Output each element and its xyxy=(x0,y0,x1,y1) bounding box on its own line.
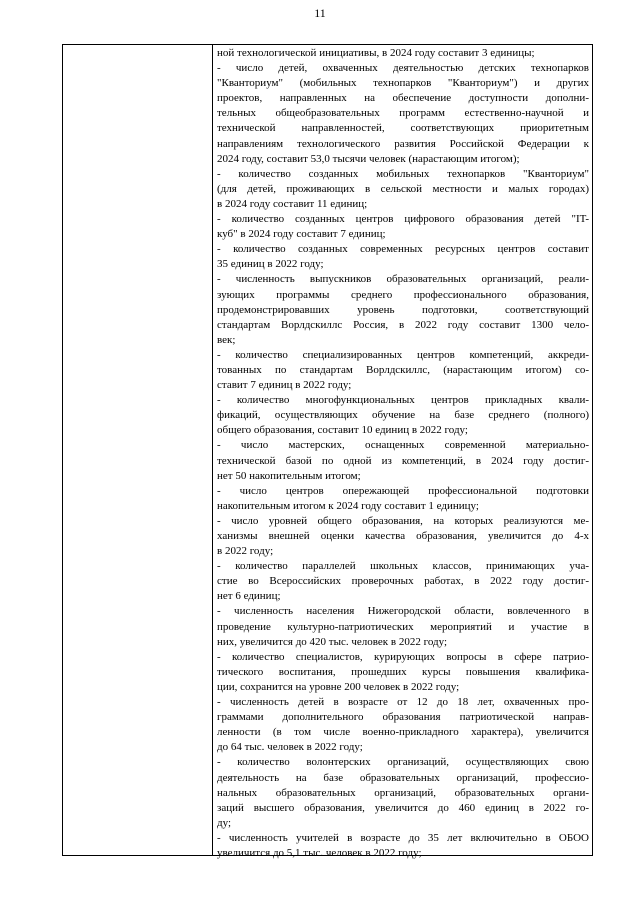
text-line: ции, сохранится на уровне 200 человек в 2022 году; xyxy=(217,680,460,693)
text-line: направлениям технологического развития Российской Федерации к xyxy=(217,137,589,150)
text-line: тического воспитания, прошедших курсы повышения квалифика- xyxy=(217,665,589,678)
text-line: - количество специалистов, курирующих вопросы в сфере патрио- xyxy=(217,650,589,663)
text-line: продемонстрировавших уровень подготовки, соответствующий xyxy=(217,303,589,316)
text-line: них, увеличится до 420 тыс. человек в 2022 году; xyxy=(217,635,448,648)
text-line: нальных образовательных организаций, образовательных органи- xyxy=(217,786,589,799)
text-line: ханизмы внешней оценки качества образования, увеличится до 4-х xyxy=(217,530,589,542)
text-line: - количество многофункциональных центров прикладных квали- xyxy=(217,394,589,407)
text-line: куб" в 2024 году составит 7 единиц; xyxy=(217,228,386,241)
text-line: увеличится до 5,1 тыс. человек в 2022 году; xyxy=(217,846,422,859)
text-line: накопительным итогом к 2024 году составит 1 единицу; xyxy=(217,499,479,512)
text-line: заций высшего образования, увеличится до 460 единиц в 2022 го- xyxy=(217,801,589,814)
text-line: (для детей, проживающих в сельской местности и малых городах) xyxy=(217,182,589,195)
text-line: - число уровней общего образования, на которых реализуются ме- xyxy=(217,514,589,527)
text-line: в 2022 году; xyxy=(217,545,274,558)
text-line: 35 единиц в 2022 году; xyxy=(217,258,324,271)
text-line: стие во Всероссийских проверочных работах, в 2022 году достиг- xyxy=(217,575,589,588)
text-line: общего образования, составит 10 единиц в 2022 году; xyxy=(217,424,468,437)
text-line: ной технологической инициативы, в 2024 году составит 3 единицы; xyxy=(217,47,535,59)
text-line: - численность учителей в возрасте до 35 лет включительно в ОБОО xyxy=(217,831,589,844)
text-line: - количество параллелей школьных классов, принимающих уча- xyxy=(217,560,589,573)
text-line: в 2024 году составит 11 единиц; xyxy=(217,197,368,210)
text-line: тельных общеобразовательных программ естественно-научной и xyxy=(217,107,589,120)
table-left-cell xyxy=(63,45,213,855)
text-line: - число детей, охваченных деятельностью детских технопарков xyxy=(217,62,589,75)
table-right-cell xyxy=(217,46,589,861)
text-line: стандартам Ворлдскиллс Россия, в 2022 году составит 1300 чело- xyxy=(217,318,589,331)
text-line: проектов, направленных на обеспечение доступности дополни- xyxy=(217,92,589,105)
text-line: - число мастерских, оснащенных современной материально- xyxy=(217,439,589,452)
text-line: нет 6 единиц; xyxy=(217,590,281,603)
text-line: "Кванториум" (мобильных технопарков "Кванториум") и других xyxy=(217,77,589,90)
text-line: век; xyxy=(217,333,236,346)
text-line: фикаций, осуществляющих обучение на базе среднего (полного) xyxy=(217,409,589,422)
text-line: 2024 году, составит 53,0 тысячи человек (нарастающим итогом); xyxy=(217,152,520,165)
text-line: зующих программы среднего профессионального образования, xyxy=(217,288,589,301)
text-line: - численность выпускников образовательных организаций, реали- xyxy=(217,273,589,286)
document-table xyxy=(62,44,593,859)
text-line: тованных по стандартам Ворлдскиллс, (нарастающим итогом) со- xyxy=(217,363,589,376)
text-line: проведение культурно-патриотических мероприятий и участие в xyxy=(217,620,589,633)
text-line: технической базой по одной из компетенций, в 2024 году достиг- xyxy=(217,454,589,467)
text-line: граммами дополнительного образования патриотической направ- xyxy=(217,711,589,724)
text-line: - количество созданных центров цифрового образования детей "IT- xyxy=(217,213,589,226)
text-line: ленности (в том числе военно-прикладного характера), увеличится xyxy=(217,726,589,739)
text-line: - количество специализированных центров компетенций, аккреди- xyxy=(217,348,589,361)
text-line: ду; xyxy=(217,816,232,829)
text-line: - количество созданных современных ресурсных центров составит xyxy=(217,243,589,256)
text-line: - количество созданных мобильных технопарков "Кванториум" xyxy=(217,167,589,180)
text-line: - число центров опережающей профессиональной подготовки xyxy=(217,484,589,497)
text-line: до 64 тыс. человек в 2022 году; xyxy=(217,741,363,754)
page-number: 11 xyxy=(314,6,326,20)
text-line: нет 50 накопительным итогом; xyxy=(217,469,361,482)
text-line: ставит 7 единиц в 2022 году; xyxy=(217,379,352,392)
text-line: технической направленностей, соответствующих приоритетным xyxy=(217,122,589,135)
text-line: - численность населения Нижегородской области, вовлеченного в xyxy=(217,605,589,618)
text-line: - численность детей в возрасте от 12 до 18 лет, охваченных про- xyxy=(217,696,589,709)
text-line: - количество волонтерских организаций, осуществляющих свою xyxy=(217,756,589,769)
text-line: деятельность на базе образовательных организаций, профессио- xyxy=(217,771,589,784)
